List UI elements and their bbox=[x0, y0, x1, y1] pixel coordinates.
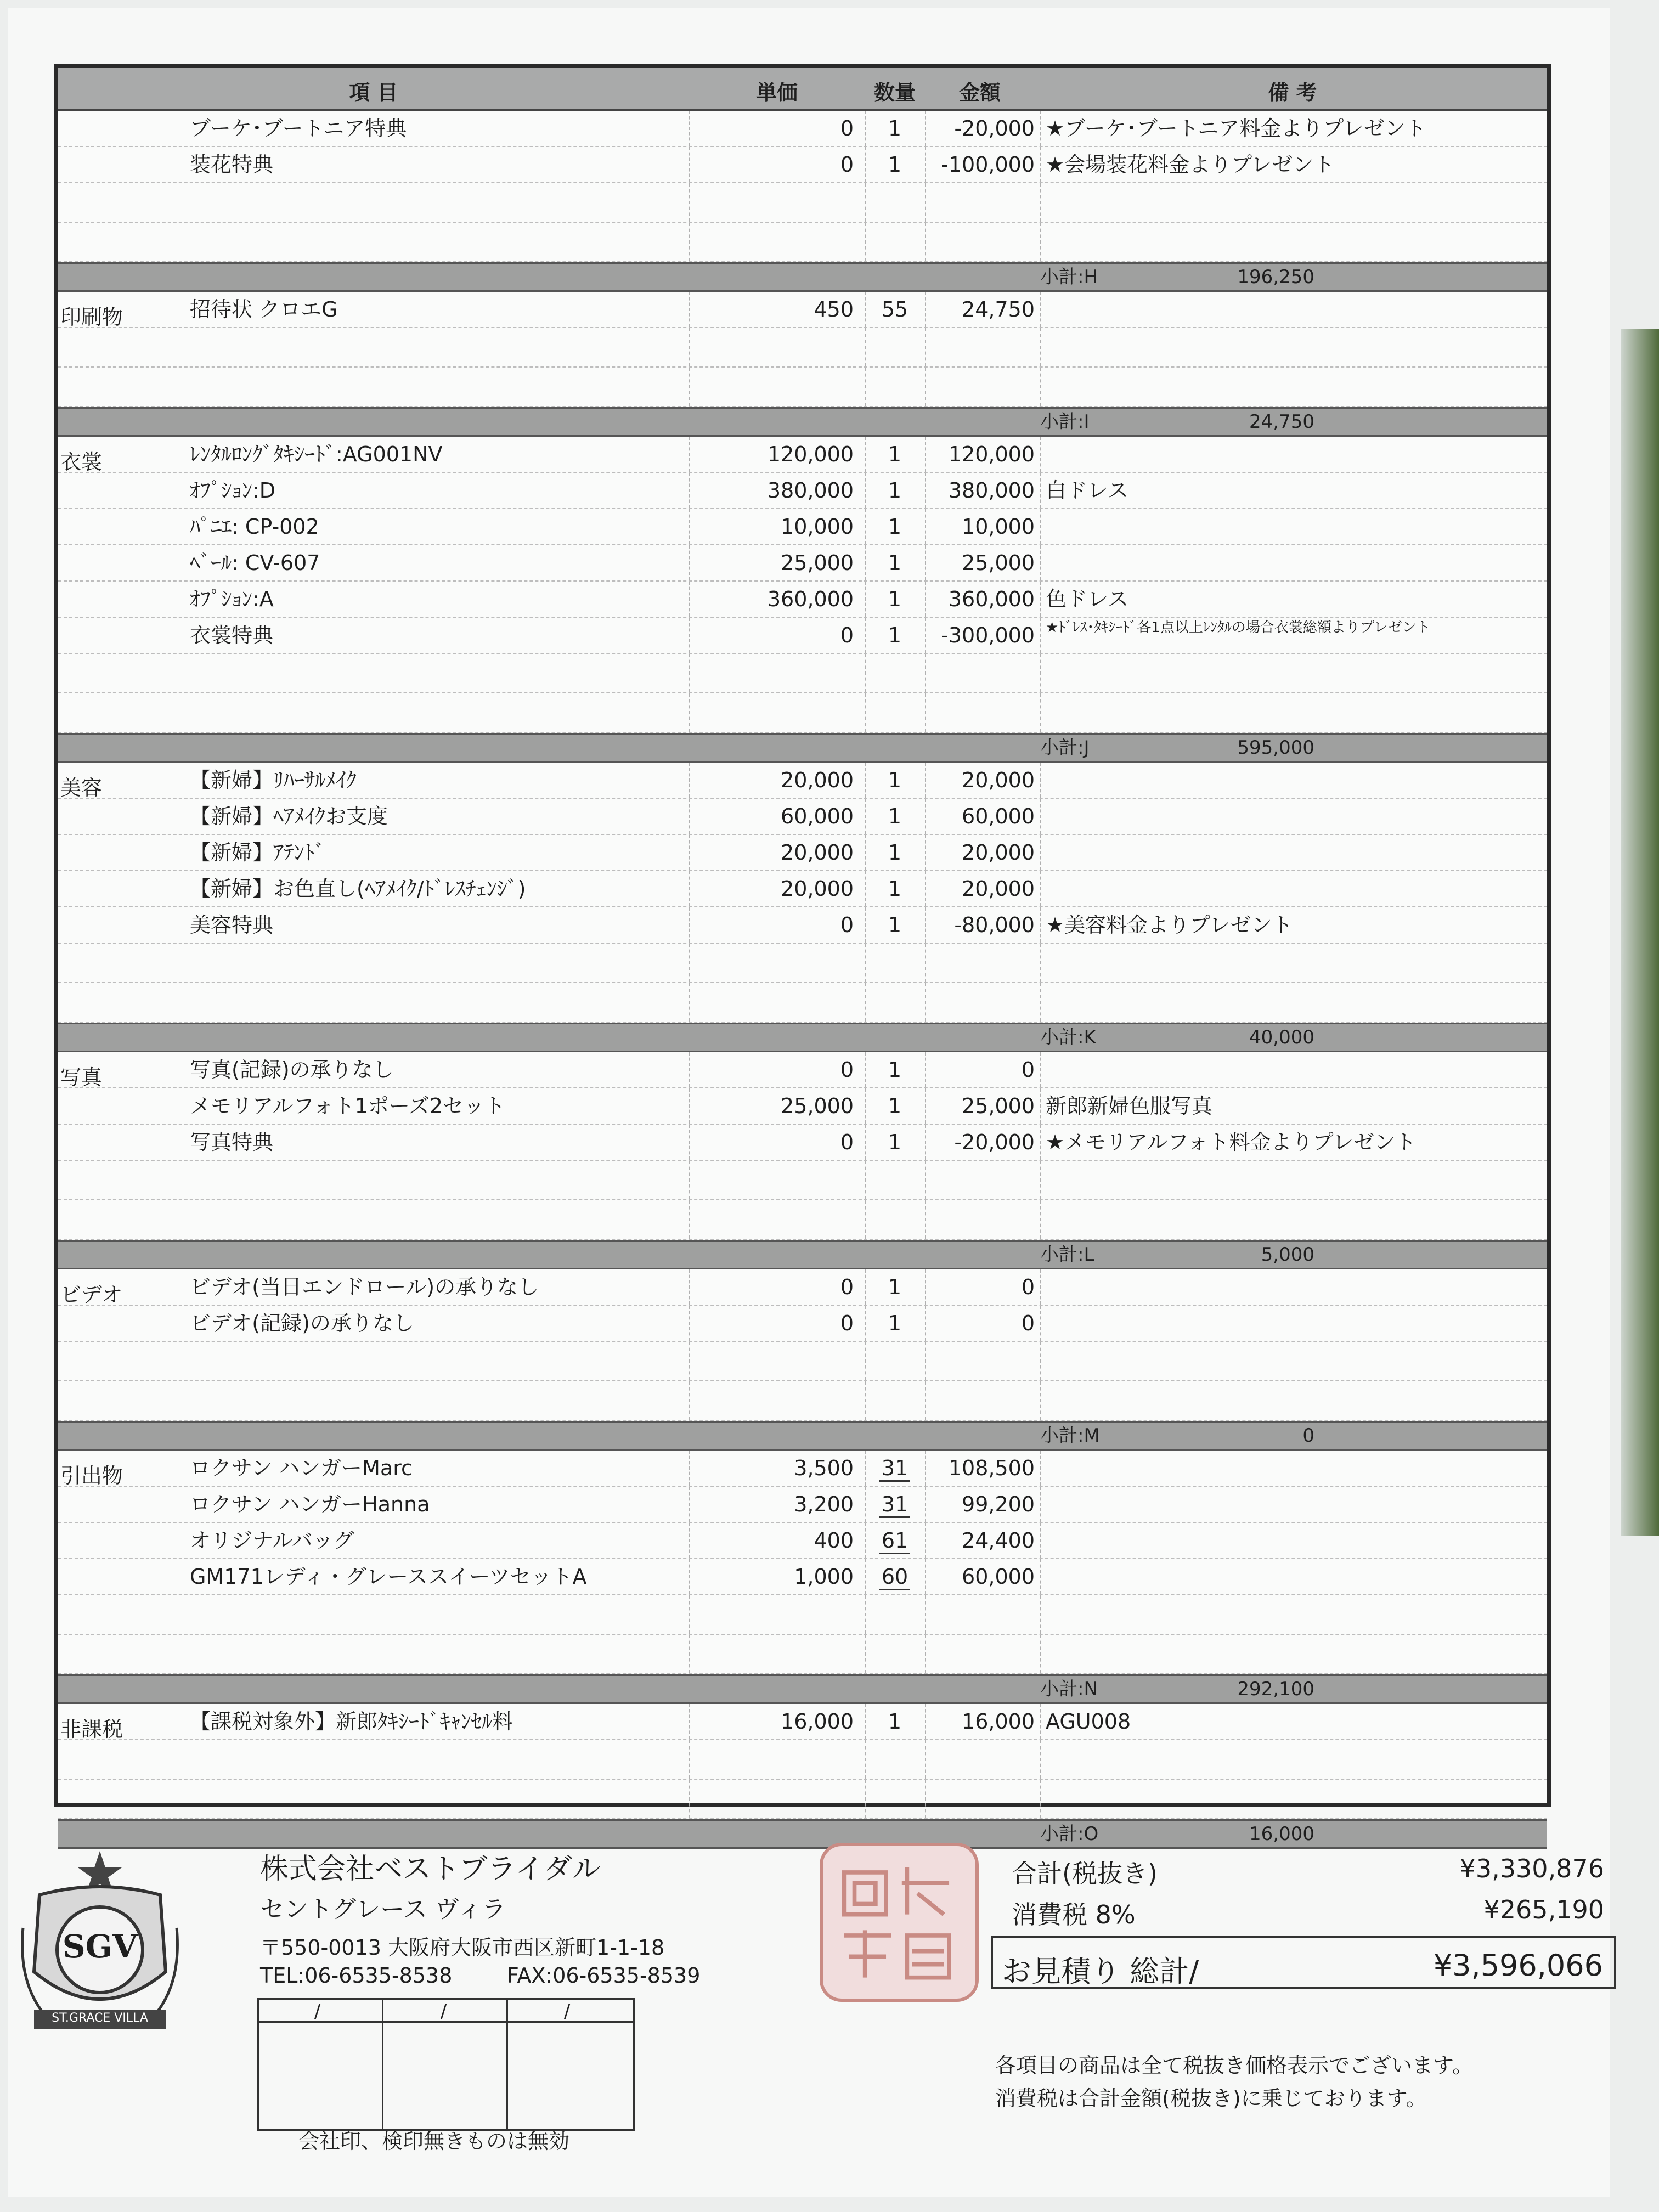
blank-row bbox=[58, 183, 1547, 223]
amount: 0 bbox=[1021, 1058, 1035, 1082]
amount: 360,000 bbox=[948, 587, 1035, 611]
blank-row bbox=[58, 368, 1547, 407]
quantity-cell bbox=[865, 618, 925, 653]
quantity-cell bbox=[865, 111, 925, 146]
quantity: 1 bbox=[888, 623, 902, 647]
quantity: 31 bbox=[879, 1492, 910, 1518]
quantity: 1 bbox=[888, 877, 902, 901]
tax-note-2: 消費税は合計金額(税抜き)に乗じております。 bbox=[995, 2086, 1427, 2111]
unit-price: 20,000 bbox=[781, 877, 854, 901]
item-name: ビデオ(当日エンドロール)の承りなし bbox=[190, 1275, 539, 1299]
blank-row bbox=[58, 654, 1547, 693]
unit-price: 0 bbox=[840, 116, 854, 140]
table-row bbox=[58, 1269, 1547, 1306]
subtotal-value: 16,000 bbox=[1249, 1823, 1314, 1845]
grand-total-value: ¥3,596,066 bbox=[1433, 1948, 1603, 1983]
table-row bbox=[58, 763, 1547, 799]
blank-row bbox=[58, 1780, 1547, 1819]
blank-row bbox=[58, 1381, 1547, 1421]
estimate-table bbox=[54, 64, 1551, 1845]
quantity-cell bbox=[865, 1559, 925, 1594]
stamp-slash-1: / bbox=[314, 2000, 321, 2022]
amount: 20,000 bbox=[962, 840, 1035, 865]
header-amount: 金額 bbox=[958, 81, 1001, 105]
category-label: ビデオ bbox=[60, 1283, 123, 1307]
estimate-sheet bbox=[8, 8, 1610, 2197]
quantity-cell bbox=[865, 871, 925, 906]
quantity: 31 bbox=[879, 1456, 910, 1482]
quantity-cell bbox=[865, 473, 925, 508]
quantity: 1 bbox=[888, 1709, 902, 1734]
quantity-cell bbox=[865, 1088, 925, 1124]
remarks: AGU008 bbox=[1046, 1709, 1131, 1734]
item-name: 写真特典 bbox=[190, 1130, 274, 1154]
subtotal-value: 595,000 bbox=[1237, 737, 1314, 759]
item-name: 【新婦】ﾍｱﾒｲｸお支度 bbox=[190, 804, 388, 828]
quantity-cell bbox=[865, 1487, 925, 1522]
quantity-cell bbox=[865, 545, 925, 580]
company-seal bbox=[820, 1843, 979, 2002]
item-name: オリジナルバッグ bbox=[190, 1528, 354, 1553]
quantity: 1 bbox=[888, 913, 902, 937]
item-name: 美容特典 bbox=[190, 913, 274, 937]
subtotal-label: 小計:M bbox=[1040, 1425, 1100, 1447]
table-row bbox=[58, 292, 1547, 328]
item-name: 招待状 クロエG bbox=[190, 297, 338, 321]
amount: 120,000 bbox=[948, 442, 1035, 466]
item-name: ﾚﾝﾀﾙﾛﾝｸﾞﾀｷｼｰﾄﾞ:AG001NV bbox=[190, 442, 443, 466]
table-body bbox=[58, 111, 1547, 1849]
blank-row bbox=[58, 1740, 1547, 1780]
amount: -20,000 bbox=[954, 1130, 1035, 1154]
amount: 25,000 bbox=[962, 551, 1035, 575]
subtotal-value: 292,100 bbox=[1237, 1678, 1314, 1700]
table-row bbox=[58, 1704, 1547, 1740]
table-row bbox=[58, 1523, 1547, 1559]
unit-price: 16,000 bbox=[781, 1709, 854, 1734]
table-row bbox=[58, 582, 1547, 618]
amount: -100,000 bbox=[941, 153, 1035, 177]
quantity-cell bbox=[865, 437, 925, 472]
subtotal-label: 小計:H bbox=[1040, 266, 1098, 288]
logo-ring-text: ST.GRACE VILLA bbox=[52, 2011, 148, 2025]
quantity: 60 bbox=[879, 1565, 910, 1590]
table-row bbox=[58, 799, 1547, 835]
quantity: 1 bbox=[888, 442, 902, 466]
amount: 24,750 bbox=[962, 297, 1035, 321]
amount: 25,000 bbox=[962, 1094, 1035, 1118]
tax-label: 消費税 8% bbox=[1012, 1900, 1136, 1929]
table-row bbox=[58, 618, 1547, 654]
quantity: 1 bbox=[888, 804, 902, 828]
amount: 20,000 bbox=[962, 768, 1035, 792]
table-row bbox=[58, 545, 1547, 582]
remarks: 白ドレス bbox=[1046, 478, 1128, 503]
unit-price: 0 bbox=[840, 913, 854, 937]
amount: -80,000 bbox=[954, 913, 1035, 937]
quantity: 1 bbox=[888, 1058, 902, 1082]
item-name: ブーケ･ブートニア特典 bbox=[190, 116, 407, 140]
unit-price: 1,000 bbox=[794, 1565, 854, 1589]
stamp-slash-3: / bbox=[564, 2000, 571, 2022]
remarks: 新郎新婦色服写真 bbox=[1046, 1094, 1213, 1118]
grand-total-label: お見積り 総計/ bbox=[1002, 1954, 1199, 1989]
amount: 0 bbox=[1021, 1275, 1035, 1299]
quantity-cell bbox=[865, 835, 925, 870]
unit-price: 120,000 bbox=[767, 442, 854, 466]
quantity-cell bbox=[865, 1704, 925, 1739]
unit-price: 0 bbox=[840, 1275, 854, 1299]
quantity: 1 bbox=[888, 153, 902, 177]
table-row bbox=[58, 1451, 1547, 1487]
item-name: 写真(記録)の承りなし bbox=[190, 1058, 394, 1082]
header-item: 項 目 bbox=[349, 81, 398, 105]
quantity: 1 bbox=[888, 551, 902, 575]
header-qty: 数量 bbox=[873, 81, 916, 105]
subtotal-row bbox=[58, 1023, 1547, 1052]
grand-total-box bbox=[991, 1936, 1616, 1989]
blank-row bbox=[58, 328, 1547, 368]
table-row bbox=[58, 1559, 1547, 1595]
item-name: ﾊﾟﾆｴ: CP-002 bbox=[190, 515, 319, 539]
quantity-cell bbox=[865, 147, 925, 182]
item-name: 【課税対象外】新郎ﾀｷｼｰﾄﾞｷｬﾝｾﾙ料 bbox=[190, 1709, 514, 1734]
item-name: 【新婦】ｱﾃﾝﾄﾞ bbox=[190, 840, 326, 865]
blank-row bbox=[58, 1342, 1547, 1381]
quantity-cell bbox=[865, 907, 925, 943]
table-row bbox=[58, 147, 1547, 183]
stamp-slash-2: / bbox=[441, 2000, 447, 2022]
subtotal-row bbox=[58, 1674, 1547, 1704]
category-label: 美容 bbox=[60, 776, 103, 800]
remarks: ★美容料金よりプレゼント bbox=[1046, 913, 1293, 937]
category-label: 非課税 bbox=[60, 1717, 123, 1741]
logo-text: SGV bbox=[62, 1928, 138, 1965]
unit-price: 20,000 bbox=[781, 768, 854, 792]
unit-price: 380,000 bbox=[767, 478, 854, 503]
amount: 16,000 bbox=[962, 1709, 1035, 1734]
amount: 24,400 bbox=[962, 1528, 1035, 1553]
quantity: 55 bbox=[881, 297, 909, 321]
category-label: 衣裳 bbox=[60, 450, 103, 474]
quantity-cell bbox=[865, 1269, 925, 1305]
sgv-logo bbox=[18, 1846, 182, 2038]
quantity: 1 bbox=[888, 515, 902, 539]
company-address: 〒550-0013 大阪府大阪市西区新町1-1-18 bbox=[260, 1936, 665, 1960]
remarks: ★ブーケ･ブートニア料金よりプレゼント bbox=[1046, 116, 1426, 140]
unit-price: 0 bbox=[840, 1311, 854, 1335]
item-name: 【新婦】お色直し(ﾍｱﾒｲｸ/ﾄﾞﾚｽﾁｪﾝｼﾞ) bbox=[190, 877, 526, 901]
unit-price: 360,000 bbox=[767, 587, 854, 611]
quantity: 61 bbox=[879, 1528, 910, 1554]
unit-price: 10,000 bbox=[781, 515, 854, 539]
table-row bbox=[58, 509, 1547, 545]
amount: 380,000 bbox=[948, 478, 1035, 503]
subtotal-label: 小計:N bbox=[1040, 1678, 1098, 1700]
quantity: 1 bbox=[888, 478, 902, 503]
item-name: 衣裳特典 bbox=[190, 623, 274, 647]
unit-price: 60,000 bbox=[781, 804, 854, 828]
quantity-cell bbox=[865, 1451, 925, 1486]
item-name: ロクサン ハンガーMarc bbox=[190, 1456, 413, 1480]
table-row bbox=[58, 1487, 1547, 1523]
item-name: 装花特典 bbox=[190, 153, 274, 177]
amount: 0 bbox=[1021, 1311, 1035, 1335]
header-unit-price: 単価 bbox=[755, 81, 798, 105]
table-row bbox=[58, 473, 1547, 509]
item-name: ビデオ(記録)の承りなし bbox=[190, 1311, 414, 1335]
quantity-cell bbox=[865, 509, 925, 544]
quantity: 1 bbox=[888, 587, 902, 611]
item-name: 【新婦】ﾘﾊｰｻﾙﾒｲｸ bbox=[190, 768, 357, 792]
unit-price: 0 bbox=[840, 623, 854, 647]
unit-price: 0 bbox=[840, 153, 854, 177]
amount: 10,000 bbox=[962, 515, 1035, 539]
subtotal-row bbox=[58, 733, 1547, 763]
company-name: 株式会社ベストブライダル bbox=[260, 1853, 601, 1886]
blank-row bbox=[58, 1635, 1547, 1674]
unit-price: 450 bbox=[814, 297, 854, 321]
background-edge bbox=[1621, 329, 1659, 1536]
item-name: ロクサン ハンガーHanna bbox=[190, 1492, 430, 1516]
quantity: 1 bbox=[888, 116, 902, 140]
quantity-cell bbox=[865, 1125, 925, 1160]
venue-name: セントグレース ヴィラ bbox=[260, 1895, 506, 1923]
quantity-cell bbox=[865, 763, 925, 798]
blank-row bbox=[58, 1595, 1547, 1635]
header-remarks: 備 考 bbox=[1268, 81, 1317, 105]
stamp-box bbox=[257, 1998, 635, 2131]
subtotal-value: 0 bbox=[1302, 1425, 1314, 1447]
table-row bbox=[58, 1306, 1547, 1342]
quantity-cell bbox=[865, 1523, 925, 1558]
blank-row bbox=[58, 1161, 1547, 1200]
category-label: 印刷物 bbox=[60, 305, 123, 329]
blank-row bbox=[58, 944, 1547, 983]
subtotal-row bbox=[58, 1240, 1547, 1269]
unit-price: 3,500 bbox=[794, 1456, 854, 1480]
quantity: 1 bbox=[888, 840, 902, 865]
amount: -300,000 bbox=[941, 623, 1035, 647]
quantity: 1 bbox=[888, 768, 902, 792]
amount: 20,000 bbox=[962, 877, 1035, 901]
subtotal-row bbox=[58, 1819, 1547, 1849]
subtotal-row bbox=[58, 262, 1547, 292]
table-header bbox=[58, 68, 1547, 111]
amount: 99,200 bbox=[962, 1492, 1035, 1516]
subtotal-label: 合計(税抜き) bbox=[1012, 1859, 1158, 1888]
remarks: ★メモリアルフォト料金よりプレゼント bbox=[1046, 1130, 1417, 1154]
table-row bbox=[58, 1125, 1547, 1161]
subtotal-label: 小計:I bbox=[1040, 411, 1090, 433]
subtotal-label: 小計:O bbox=[1040, 1823, 1099, 1845]
unit-price: 25,000 bbox=[781, 551, 854, 575]
tax-note-1: 各項目の商品は全て税抜き価格表示でございます。 bbox=[995, 2053, 1473, 2078]
quantity: 1 bbox=[888, 1311, 902, 1335]
quantity-cell bbox=[865, 1306, 925, 1341]
quantity-cell bbox=[865, 799, 925, 834]
blank-row bbox=[58, 693, 1547, 733]
table-row bbox=[58, 1052, 1547, 1088]
item-name: ｵﾌﾟｼｮﾝ:A bbox=[190, 587, 274, 611]
quantity-cell bbox=[865, 1052, 925, 1087]
unit-price: 400 bbox=[814, 1528, 854, 1553]
company-fax: FAX:06-6535-8539 bbox=[507, 1963, 701, 1988]
unit-price: 20,000 bbox=[781, 840, 854, 865]
amount: 60,000 bbox=[962, 1565, 1035, 1589]
remarks: 色ドレス bbox=[1046, 587, 1128, 611]
subtotal-value: 40,000 bbox=[1249, 1026, 1314, 1048]
unit-price: 3,200 bbox=[794, 1492, 854, 1516]
tax-value: ¥265,190 bbox=[1483, 1895, 1604, 1925]
category-label: 写真 bbox=[60, 1065, 103, 1090]
quantity-cell bbox=[865, 582, 925, 617]
subtotal-label: 小計:L bbox=[1040, 1244, 1094, 1266]
subtotal-value: 24,750 bbox=[1249, 411, 1314, 433]
subtotal-value: 196,250 bbox=[1237, 266, 1314, 288]
subtotal-row bbox=[58, 1421, 1547, 1451]
item-name: GM171レディ・グレーススイーツセットA bbox=[190, 1565, 587, 1589]
table-row bbox=[58, 835, 1547, 871]
unit-price: 25,000 bbox=[781, 1094, 854, 1118]
table-row bbox=[58, 1088, 1547, 1125]
stamp-note: 会社印、検印無きものは無効 bbox=[298, 2129, 570, 2153]
remarks: ★会場装花料金よりプレゼント bbox=[1046, 153, 1335, 177]
table-row bbox=[58, 437, 1547, 473]
unit-price: 0 bbox=[840, 1058, 854, 1082]
item-name: ｵﾌﾟｼｮﾝ:D bbox=[190, 478, 276, 503]
subtotal-label: 小計:K bbox=[1040, 1026, 1096, 1048]
subtotal-value: 5,000 bbox=[1261, 1244, 1314, 1266]
quantity: 1 bbox=[888, 1130, 902, 1154]
unit-price: 0 bbox=[840, 1130, 854, 1154]
amount: -20,000 bbox=[954, 116, 1035, 140]
blank-row bbox=[58, 1200, 1547, 1240]
quantity: 1 bbox=[888, 1094, 902, 1118]
table-row bbox=[58, 907, 1547, 944]
quantity-cell bbox=[865, 292, 925, 327]
quantity: 1 bbox=[888, 1275, 902, 1299]
subtotal-label: 小計:J bbox=[1040, 737, 1090, 759]
category-label: 引出物 bbox=[60, 1464, 123, 1488]
amount: 108,500 bbox=[948, 1456, 1035, 1480]
item-name: ﾍﾞｰﾙ: CV-607 bbox=[190, 551, 320, 575]
table-row bbox=[58, 871, 1547, 907]
subtotal-row bbox=[58, 407, 1547, 437]
item-name: メモリアルフォト1ポーズ2セット bbox=[190, 1094, 506, 1118]
table-row bbox=[58, 111, 1547, 147]
blank-row bbox=[58, 223, 1547, 262]
amount: 60,000 bbox=[962, 804, 1035, 828]
company-tel: TEL:06-6535-8538 bbox=[260, 1963, 453, 1988]
subtotal-value: ¥3,330,876 bbox=[1459, 1854, 1604, 1883]
blank-row bbox=[58, 983, 1547, 1023]
remarks: ★ﾄﾞﾚｽ･ﾀｷｼｰﾄﾞ各1点以上ﾚﾝﾀﾙの場合衣裳総額よりプレゼント bbox=[1046, 619, 1431, 636]
